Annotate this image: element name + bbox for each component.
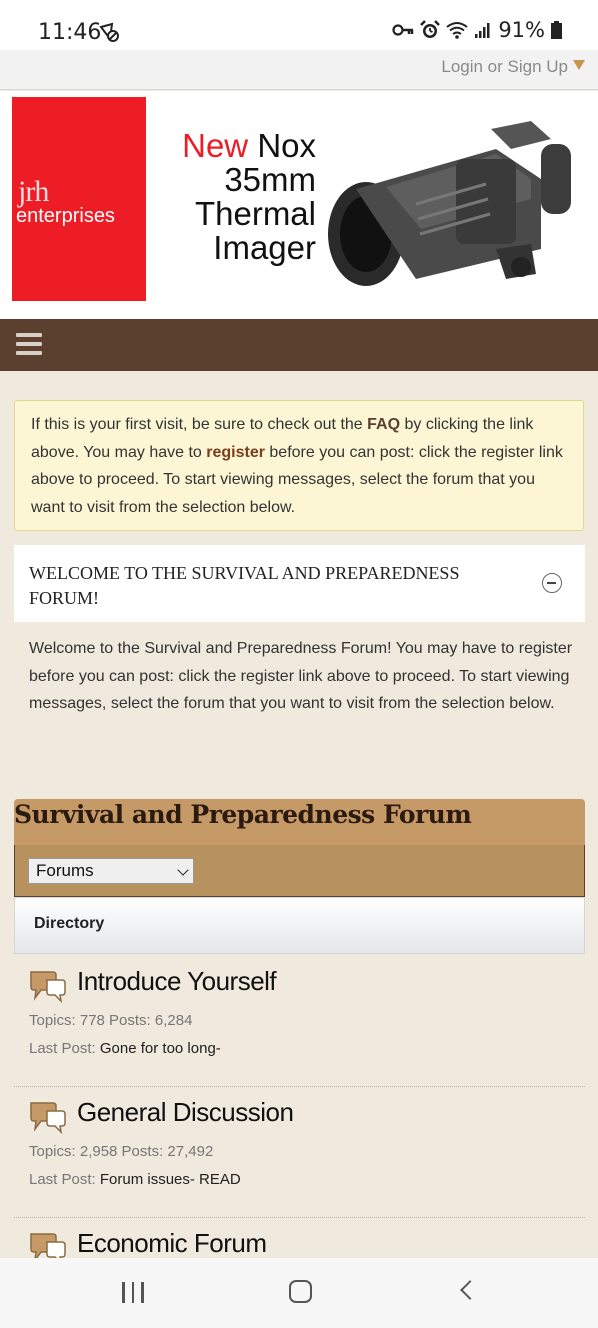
- hamburger-menu-icon[interactable]: [16, 333, 42, 355]
- banner-headline: [182, 129, 316, 265]
- notice-text-2: by clicking the link above. You may have to: [31, 416, 534, 461]
- forums-select-value: Forums: [36, 861, 94, 880]
- forum-name[interactable]: Introduce Yourself: [77, 966, 277, 996]
- logo-text: enterprises: [16, 205, 115, 227]
- forum-section-title: Survival and Preparedness Forum: [14, 800, 472, 829]
- last-post-label: Last Post:: [29, 1040, 100, 1057]
- last-post-link[interactable]: Gone for too long-: [99, 1040, 221, 1057]
- notice-text-3: before you can post: click the register link above to proceed. To start viewing messages, select the forum that you want to visit from the selection below.: [31, 443, 563, 516]
- login-signup-link[interactable]: Login or Sign Up: [441, 57, 568, 76]
- no-disturb-icon: [98, 21, 120, 43]
- last-post-link[interactable]: Forum issues- READ: [99, 1171, 241, 1188]
- last-post-label: Last Post:: [29, 1171, 100, 1188]
- jrh-enterprises-logo: [12, 97, 146, 301]
- forum-last-post: [29, 1040, 221, 1057]
- battery-icon: [551, 21, 562, 39]
- directory-label: Directory: [34, 915, 105, 932]
- thermal-imager-image: [326, 109, 576, 289]
- back-icon[interactable]: [460, 1280, 480, 1300]
- forum-name[interactable]: General Discussion: [77, 1097, 294, 1127]
- headline-line2: 35mm: [224, 161, 316, 198]
- caret-down-icon[interactable]: [573, 60, 585, 70]
- logo-mark: jrh: [18, 175, 49, 208]
- forum-chat-icon: [29, 970, 67, 1004]
- headline-line3: Thermal: [194, 195, 316, 232]
- forum-section-header: [14, 799, 585, 845]
- forum-last-post: [29, 1171, 241, 1188]
- welcome-widget-header: [14, 545, 585, 622]
- headline-new: New: [182, 127, 249, 164]
- signal-icon: [474, 21, 492, 39]
- battery-percent: 91%: [498, 18, 545, 42]
- forum-item-economic-forum[interactable]: [14, 1218, 585, 1258]
- first-visit-notice: [14, 400, 584, 531]
- ad-banner[interactable]: [0, 91, 598, 319]
- forums-select[interactable]: [28, 858, 194, 884]
- faq-link[interactable]: FAQ: [367, 416, 401, 433]
- register-link[interactable]: register: [206, 443, 265, 461]
- status-icons: [392, 18, 562, 42]
- forum-item-general-discussion[interactable]: [14, 1087, 585, 1218]
- key-icon: [392, 23, 414, 37]
- chevron-down-icon: [177, 864, 188, 875]
- home-icon[interactable]: [289, 1280, 312, 1303]
- directory-tab[interactable]: [14, 897, 585, 954]
- forum-chat-icon: [29, 1101, 67, 1135]
- top-bar: [0, 50, 598, 90]
- recents-icon[interactable]: [122, 1282, 144, 1303]
- forum-stats: Topics: 2,958 Posts: 27,492: [29, 1143, 214, 1160]
- welcome-body: Welcome to the Survival and Preparedness Forum! You may have to register before you can post: click the register link above to proceed. To start viewing messages, select the forum that you want to visit from the selection below.: [29, 640, 573, 712]
- status-time: 11:46: [38, 20, 102, 45]
- status-bar: [0, 0, 598, 50]
- welcome-title: WELCOME TO THE SURVIVAL AND PREPAREDNESS FORUM!: [29, 563, 460, 608]
- forum-navbar: [0, 319, 598, 371]
- forum-item-introduce-yourself[interactable]: [14, 956, 585, 1087]
- alarm-icon: [420, 20, 440, 40]
- system-navigation-bar: [0, 1258, 598, 1328]
- notice-text-1: If this is your first visit, be sure to check out the: [31, 416, 368, 433]
- collapse-icon[interactable]: [542, 573, 562, 593]
- forum-name[interactable]: Economic Forum: [77, 1228, 267, 1258]
- forum-toolbar: [14, 845, 585, 897]
- wifi-icon: [446, 21, 468, 39]
- headline-line1: Nox: [257, 127, 316, 164]
- headline-line4: Imager: [213, 229, 316, 266]
- forum-stats: Topics: 778 Posts: 6,284: [29, 1012, 193, 1029]
